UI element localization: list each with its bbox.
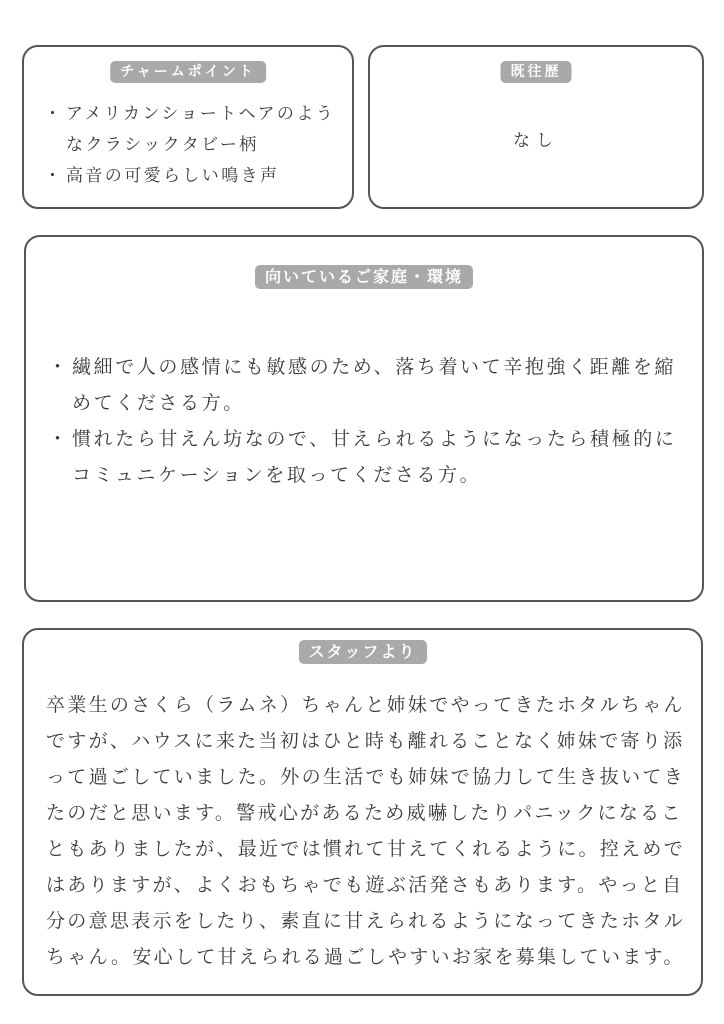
staff-note-message: 卒業生のさくら（ラムネ）ちゃんと姉妹でやってきたホタルちゃんですが、ハウスに来た当初はひと時も離れることなく姉妹で寄り添って過ごしていました。外の生活でも姉妹で協力して生き抜いてきたのだと思います。警戒心があるため威嚇したりパニックになることもありましたが、最近では慣れて甘えてくれるように。控えめではありますが、よくおもちゃでも遊ぶ活発さもあります。やっと自分の意思表示をしたり、素直に甘えられるようになってきたホタルちゃん。安心して甘えられる過ごしやすいお家を募集しています。	[46, 694, 686, 968]
charm-point-card	[22, 45, 354, 209]
list-item: ・ 高音の可愛らしい鳴き声	[50, 161, 346, 192]
suitable-family-card	[24, 235, 704, 602]
charm-point-title: チャームポイント	[110, 61, 266, 83]
staff-note-title: スタッフより	[298, 640, 426, 664]
suitable-family-list	[52, 349, 692, 493]
list-item: ・ アメリカンショートヘアのようなクラシックタビー柄	[50, 99, 346, 161]
charm-point-list	[50, 99, 346, 192]
medical-history-card	[368, 45, 704, 209]
staff-note-card	[22, 628, 703, 996]
medical-history-title: 既往歴	[501, 61, 572, 83]
suitable-family-title: 向いているご家庭・環境	[255, 265, 473, 289]
list-item: ・ 慣れたら甘えん坊なので、甘えられるようになったら積極的にコミュニケーションを取ってくださる方。	[52, 421, 692, 493]
list-item: ・ 繊細で人の感情にも敏感のため、落ち着いて辛抱強く距離を縮めてくださる方。	[52, 349, 692, 421]
medical-history-value: なし	[513, 131, 559, 151]
